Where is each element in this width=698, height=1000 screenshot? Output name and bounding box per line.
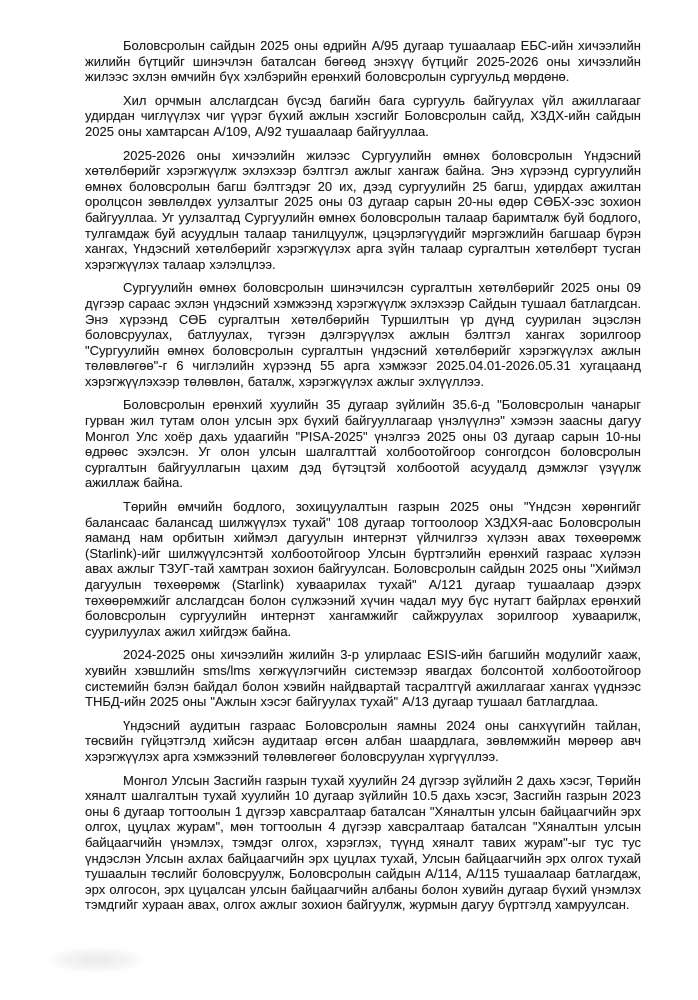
paragraph-3: 2025-2026 оны хичээлийн жилээс Сургуулийн өмнөх боловсролын Үндэсний хөтөлбөрийг хэрэгжүүлж эхлэхээр бэлтгэл ажлыг хангаж байна. Энэ хүрээнд сургуулийн өмнөх боловсролын багш бэлтгэдэг 20 их, дээд сургуулийн 25 багш, удирдах ажилтан оролцсон зөвлөлдөх уулзалтыг 2025 оны 03 дугаар сарын 20-ны өдөр СӨБХ-ээс зохион байгууллаа. Уг уулзалтад Сургуулийн өмнөх боловсролын талаар баримталж буй бодлого, тулгамдаж буй асуудлын талаар танилцуулж, цэцэрлэгүүдийг мэргэжлийн багшаар бүрэн хангах, Үндэсний хөтөлбөрийг хэрэгжүүлэх арга зүйн талаар сургалтын хөтөлбөрт тусган хэрэгжүүлэх талаар хэлэлцлээ. xyxy=(85,147,641,272)
paragraph-9: Монгол Улсын Засгийн газрын тухай хуулийн 24 дүгээр зүйлийн 2 дахь хэсэг, Төрийн хяналт шалгалтын тухай хуулийн 10 дугаар зүйлийн 10.5 дахь хэсэг, Засгийн газрын 2023 оны 6 дугаар тогтоолын 1 дүгээр хавсралтаар баталсан "Хяналтын улсын байцаагчийн эрх олгох, цуцлах журам", мөн тогтоолын 4 дүгээр хавсралтаар баталсан "Хяналтын улсын байцаагчийн үнэмлэх, тэмдэг олгох, хэрэглэх, түүнд хяналт тавих журам"-ыг тус тус үндэслэн Улсын ахлах байцаагчийн эрх цуцлах тухай, Улсын байцаагчийн эрх олгох тухай тушаалын төслийг боловсруулж, Боловсролын сайдын А/114, А/115 тушаалаар батлагдаж, эрх олгосон, эрх цуцалсан улсын байцаагчийн албаны болон хувийн дугаар бүхий үнэмлэх тэмдгийг хураан авах, олгох ажлыг зохион байгуулж, журмын дагуу бүртгэлд хамруулсан. xyxy=(85,772,641,913)
paragraph-8: Үндэсний аудитын газраас Боловсролын яамны 2024 оны санхүүгийн тайлан, төсвийн гүйцэтгэлд хийсэн аудитаар өгсөн албан шаардлага, зөвлөмжийн мөрөөр авч хэрэгжүүлэх арга хэмжээний төлөвлөгөөг боловсруулан хүргүүллээ. xyxy=(85,717,641,764)
paragraph-2: Хил орчмын алслагдсан бүсэд багийн бага сургууль байгуулах үйл ажиллагааг удирдан чиглүүлэх чиг үүрэг бүхий ажлын хэсгийг Боловсролын сайд, ХЗДХ-ийн сайдын 2025 оны хамтарсан А/109, А/92 тушаалаар байгууллаа. xyxy=(85,92,641,139)
paragraph-5: Боловсролын ерөнхий хуулийн 35 дугаар зүйлийн 35.6-д "Боловсролын чанарыг гурван жил тутам олон улсын эрх бүхий байгууллагаар үнэлүүлнэ" хэмээн заасны дагуу Монгол Улс хоёр дахь удаагийн "PISA-2025" үнэлгээ 2025 оны 03 дугаар сарын 10-ны өдрөөс эхэлсэн. Уг олон улсын шалгалттай холбоотойгоор сонгогдсон боловсролын сургалтын байгууллагын цахим дэд бүтэцтэй холбоотой асуудалд дэмжлэг үзүүлж ажиллаж байна. xyxy=(85,397,641,491)
paragraph-7: 2024-2025 оны хичээлийн жилийн 3-р улирлаас ESIS-ийн багшийн модулийг хааж, хувийн хэвшлийн sms/lms хөгжүүлэгчийн системээр явагдах болсонтой холбоотойгоор системийн бэлэн байдал болон хэвийн найдвартай тасралтгүй ажиллагааг хангах үүднээс ТНБД-ийн 2025 оны "Ажлын хэсэг байгуулах тухай" А/13 дугаар тушаал батлагдлаа. xyxy=(85,647,641,710)
paragraph-4: Сургуулийн өмнөх боловсролын шинэчилсэн сургалтын хөтөлбөрийг 2025 оны 09 дүгээр сараас эхлэн үндэсний хэмжээнд хэрэгжүүлж эхлэхээр Сайдын тушаал батлагдсан. Энэ хүрээнд СӨБ сургалтын хөтөлбөрийн Туршилтын үр дүнд суурилан эцэслэн боловсруулах, батлуулах, түгээн дэлгэрүүлэх ажлын бэлтгэл хангах зорилгоор "Сургуулийн өмнөх боловсролын сургалтын үндэсний хөтөлбөрийг хэрэгжүүлэх ажлын төлөвлөгөө"-г 6 чиглэлийн хүрээнд 55 арга хэмжээг 2025.04.01-2026.05.31 хугацаанд хэрэгжүүлэхээр төлөвлөн, баталж, хэрэгжүүлэх ажлыг эхлүүллээ. xyxy=(85,280,641,389)
paragraph-6: Төрийн өмчийн бодлого, зохицуулалтын газрын 2025 оны "Үндсэн хөрөнгийг балансаас балансад шилжүүлэх тухай" 108 дугаар тогтоолоор ХЗДХЯ-аас Боловсролын яаманд нам орбитын хиймэл дагуулын интернэт үйлчилгээ хүлээн авах төхөөрөмж (Starlink)-ийг шилжүүлсэнтэй холбоотойгоор Улсын бүртгэлийн ерөнхий газраас хүлээн авах ажлыг ТЗУГ-тай хамтран зохион байгуулсан. Боловсролын сайдын 2025 оны "Хиймэл дагуулын төхөөрөмж (Starlink) хуваарилах тухай" А/121 дугаар тушаалаар дээрх төхөөрөмжийг алслагдсан болон сүлжээний хүчин чадал муу бүс нутагт байрлах ерөнхий боловсролын сургуулийн интернэт хангамжийг сайжруулах зорилгоор хуваарилж, суурилуулах ажил хийгдэж байна. xyxy=(85,499,641,639)
paragraph-1: Боловсролын сайдын 2025 оны өдрийн А/95 дугаар тушаалаар ЕБС-ийн хичээлийн жилийн бүтцийг шинэчлэн баталсан бөгөөд энэхүү бүтцийг 2025-2026 оны хичээлийн жилээс эхлэн өмчийн бүх хэлбэрийн ерөнхий боловсролын сургуульд мөрдөнө. xyxy=(85,38,641,85)
